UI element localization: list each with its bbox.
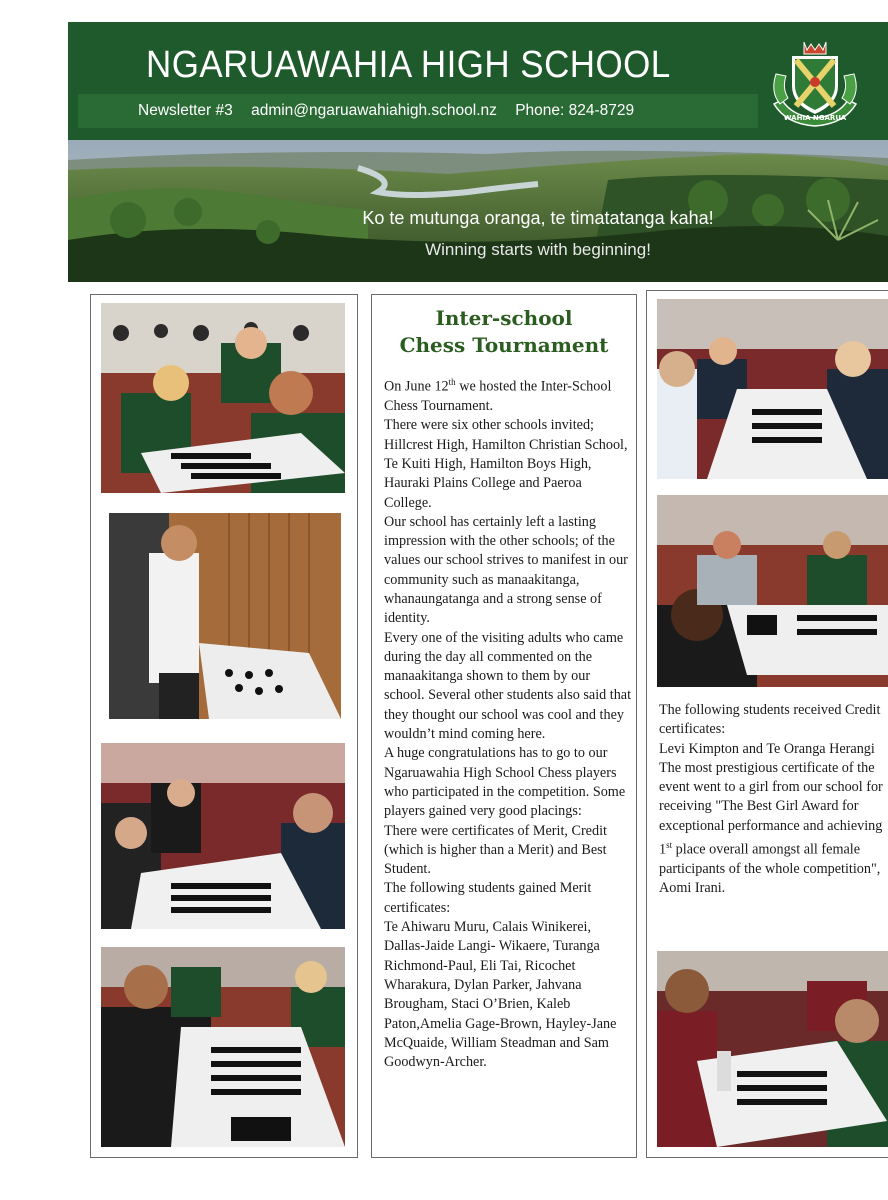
article-paragraph-5: A huge congratulations has to go to our Ngaruawahia High School Chess players who participated in the competition. Some players gained very good placings:: [384, 745, 626, 820]
motto-english: Winning starts with beginning!: [425, 240, 651, 259]
article-paragraph-1: [384, 373, 632, 416]
crest-motto: WAHIA NGARUA: [783, 114, 847, 122]
article-paragraph-4: Every one of the visiting adults who came during the day all commented on the manaakitanga shown to them by our school. Several other students also said that they thought our school was cool and they wouldn’t mind coming here.: [384, 629, 632, 743]
chess-photo-3: [101, 743, 345, 929]
article-title-line1: Inter-school: [435, 306, 573, 330]
certificates-text: [659, 701, 888, 899]
photo-column-left: [90, 294, 358, 1158]
photo-column-right: [646, 290, 888, 1158]
award-superscript: st: [666, 840, 673, 851]
newsletter-number: Newsletter #3: [138, 102, 233, 119]
motto-maori: Ko te mutunga oranga, te timatatanga kaha!: [362, 208, 714, 228]
landscape-banner: [68, 140, 888, 282]
contact-line: [138, 102, 648, 120]
chess-photo-2: [109, 513, 341, 719]
school-crest-icon: [766, 34, 864, 132]
article-paragraph-6: There were certificates of Merit, Credit (which is higher than a Merit) and Best Student.: [384, 822, 607, 878]
best-girl-award: [659, 759, 888, 899]
article-paragraph-7: The following students gained Merit certificates:: [384, 880, 592, 916]
chess-photo-4: [101, 947, 345, 1147]
chess-photo-1: [101, 303, 345, 493]
chess-photo-7: [657, 951, 888, 1147]
newsletter-header: [68, 22, 888, 140]
article-title: [372, 305, 636, 359]
award-text-b: place overall amongst all female participants of the whole competition", Aomi Irani.: [659, 841, 881, 897]
credit-student-list: Levi Kimpton and Te Oranga Herangi: [659, 740, 875, 757]
chess-photo-5: [657, 299, 888, 479]
chess-photo-6: [657, 495, 888, 687]
p1-superscript: th: [448, 377, 456, 387]
school-name: NGARUAWAHIA HIGH SCHOOL: [146, 44, 671, 86]
p1-text-b: we hosted the Inter-School Chess Tournament.: [384, 378, 612, 415]
award-text-a: The most prestigious certificate of the event went to a girl from our school for receiving "The Best Girl Award for exceptional performance and achieving 1: [659, 759, 883, 858]
email-address[interactable]: admin@ngaruawahiahigh.school.nz: [251, 102, 497, 119]
credit-intro: The following students received Credit certificates:: [659, 702, 881, 738]
merit-student-list: Te Ahiwaru Muru, Calais Winikerei, Dallas-Jaide Langi- Wikaere, Turanga Richmond-Paul, Eli Tai, Ricochet Wharakura, Dylan Parker, Jahvana Brougham, Staci O’Brien, Kaleb Paton,Amelia Gage-Brown, Hayley-Jane McQuaide, William Steadman and Sam Goodwyn-Archer.: [384, 919, 617, 1071]
phone-number: Phone: 824-8729: [515, 102, 635, 119]
article-column: [371, 294, 637, 1158]
article-paragraph-2: There were six other schools invited; Hillcrest High, Hamilton Christian School, Te Kuiti High, Hamilton Boys High, Hauraki Plains College and Paeroa College.: [384, 417, 628, 511]
p1-text-a: On June 12: [384, 378, 449, 395]
article-body: [384, 373, 632, 1072]
article-title-line2: Chess Tournament: [399, 333, 609, 357]
article-paragraph-3: Our school has certainly left a lasting impression with the other schools; of the values our school strives to manifest in our community such as manaakitanga, whanaungatanga and a strong sense of identity.: [384, 513, 628, 627]
